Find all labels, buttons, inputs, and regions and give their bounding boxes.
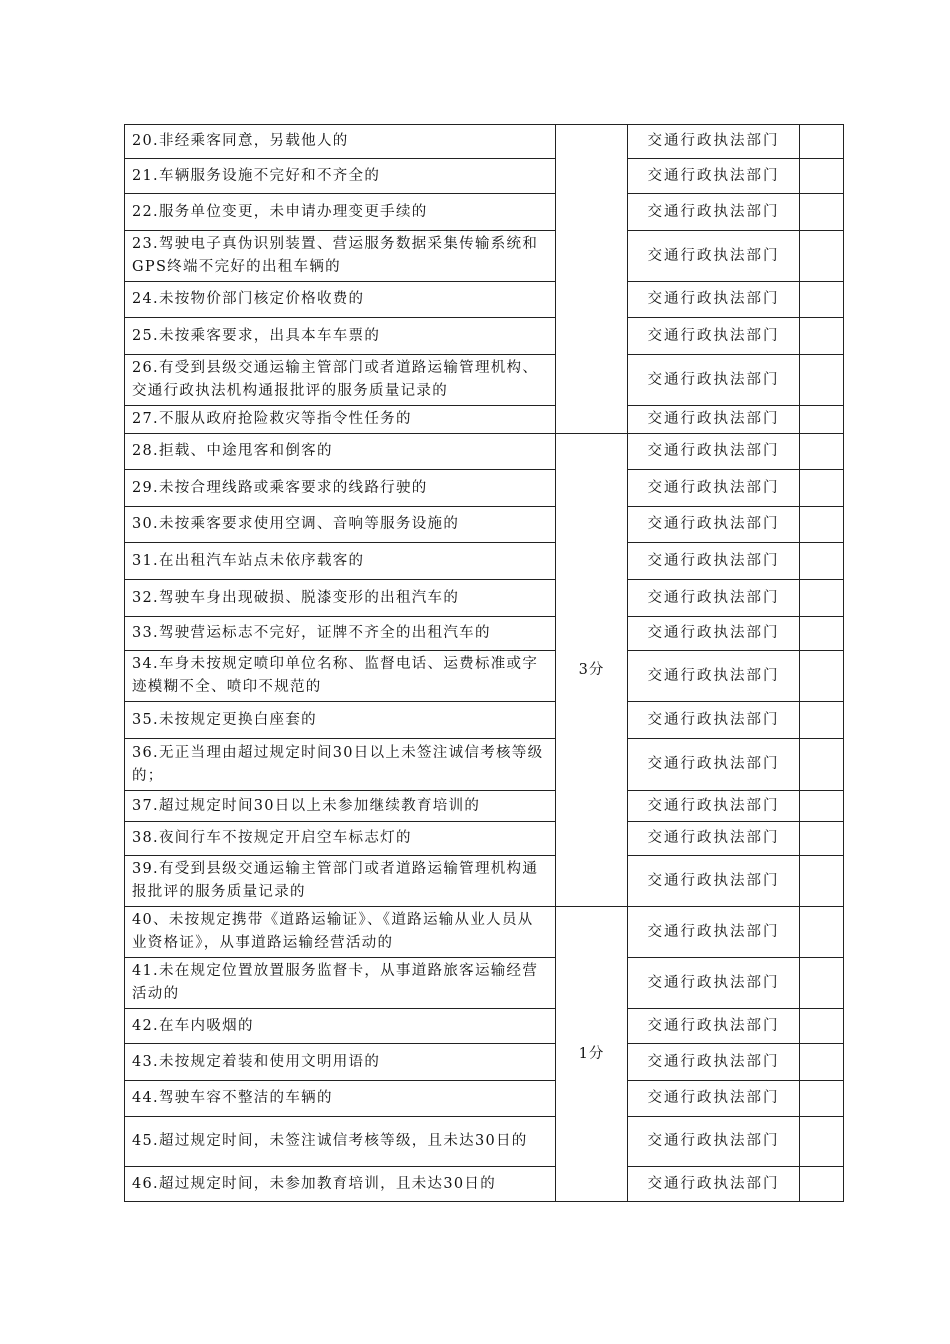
department-cell: 交通行政执法部门 [628, 1044, 800, 1081]
department-cell: 交通行政执法部门 [628, 282, 800, 318]
violation-item: 30.未按乘客要求使用空调、音响等服务设施的 [125, 507, 556, 543]
blank-cell [800, 1009, 844, 1044]
violation-item: 28.拒载、中途甩客和倒客的 [125, 434, 556, 470]
blank-cell [800, 434, 844, 470]
table-row [125, 617, 844, 651]
violation-item: 42.在车内吸烟的 [125, 1009, 556, 1044]
blank-cell [800, 1167, 844, 1202]
blank-cell [800, 318, 844, 355]
department-cell: 交通行政执法部门 [628, 907, 800, 958]
blank-cell [800, 125, 844, 159]
violation-item: 46.超过规定时间，未参加教育培训，且未达30日的 [125, 1167, 556, 1202]
table-row [125, 406, 844, 434]
violation-item: 34.车身未按规定喷印单位名称、监督电话、运费标准或字迹模糊不全、喷印不规范的 [125, 651, 556, 702]
blank-cell [800, 958, 844, 1009]
blank-cell [800, 617, 844, 651]
department-cell: 交通行政执法部门 [628, 543, 800, 580]
violation-item: 38.夜间行车不按规定开启空车标志灯的 [125, 822, 556, 856]
table-row [125, 958, 844, 1009]
blank-cell [800, 702, 844, 739]
score-cell: 1分 [556, 907, 628, 1202]
department-cell: 交通行政执法部门 [628, 580, 800, 617]
blank-cell [800, 543, 844, 580]
blank-cell [800, 355, 844, 406]
department-cell: 交通行政执法部门 [628, 507, 800, 543]
table-row [125, 856, 844, 907]
table-row [125, 791, 844, 822]
violation-item: 23.驾驶电子真伪识别装置、营运服务数据采集传输系统和GPS终端不完好的出租车辆的 [125, 231, 556, 282]
department-cell: 交通行政执法部门 [628, 231, 800, 282]
table-row [125, 907, 844, 958]
violation-item: 31.在出租汽车站点未依序载客的 [125, 543, 556, 580]
blank-cell [800, 406, 844, 434]
violation-item: 33.驾驶营运标志不完好，证牌不齐全的出租汽车的 [125, 617, 556, 651]
table-row [125, 470, 844, 507]
violation-item: 20.非经乘客同意，另载他人的 [125, 125, 556, 159]
department-cell: 交通行政执法部门 [628, 355, 800, 406]
department-cell: 交通行政执法部门 [628, 125, 800, 159]
table-row [125, 651, 844, 702]
violation-item: 26.有受到县级交通运输主管部门或者道路运输管理机构、交通行政执法机构通报批评的服务质量记录的 [125, 355, 556, 406]
table-row [125, 507, 844, 543]
department-cell: 交通行政执法部门 [628, 791, 800, 822]
blank-cell [800, 194, 844, 231]
table-row [125, 1044, 844, 1081]
department-cell: 交通行政执法部门 [628, 318, 800, 355]
score-cell: 3分 [556, 434, 628, 907]
department-cell: 交通行政执法部门 [628, 702, 800, 739]
table-row [125, 355, 844, 406]
blank-cell [800, 907, 844, 958]
blank-cell [800, 651, 844, 702]
table-row [125, 282, 844, 318]
table-row [125, 822, 844, 856]
violation-item: 40、未按规定携带《道路运输证》、《道路运输从业人员从业资格证》，从事道路运输经营活动的 [125, 907, 556, 958]
table-row [125, 318, 844, 355]
department-cell: 交通行政执法部门 [628, 470, 800, 507]
department-cell: 交通行政执法部门 [628, 159, 800, 194]
department-cell: 交通行政执法部门 [628, 1081, 800, 1117]
blank-cell [800, 1081, 844, 1117]
table-row [125, 543, 844, 580]
blank-cell [800, 822, 844, 856]
blank-cell [800, 470, 844, 507]
department-cell: 交通行政执法部门 [628, 406, 800, 434]
blank-cell [800, 739, 844, 791]
violation-item: 36.无正当理由超过规定时间30日以上未签注诚信考核等级的； [125, 739, 556, 791]
blank-cell [800, 791, 844, 822]
table-row [125, 580, 844, 617]
score-cell [556, 125, 628, 434]
department-cell: 交通行政执法部门 [628, 739, 800, 791]
department-cell: 交通行政执法部门 [628, 434, 800, 470]
table-row [125, 159, 844, 194]
penalty-table [124, 124, 844, 1202]
violation-item: 24.未按物价部门核定价格收费的 [125, 282, 556, 318]
violation-item: 41.未在规定位置放置服务监督卡，从事道路旅客运输经营活动的 [125, 958, 556, 1009]
table-row [125, 1117, 844, 1167]
blank-cell [800, 1044, 844, 1081]
department-cell: 交通行政执法部门 [628, 1167, 800, 1202]
blank-cell [800, 282, 844, 318]
department-cell: 交通行政执法部门 [628, 856, 800, 907]
violation-item: 22.服务单位变更，未申请办理变更手续的 [125, 194, 556, 231]
table-row [125, 125, 844, 159]
violation-item: 21.车辆服务设施不完好和不齐全的 [125, 159, 556, 194]
table-row [125, 231, 844, 282]
table-row [125, 194, 844, 231]
department-cell: 交通行政执法部门 [628, 194, 800, 231]
blank-cell [800, 159, 844, 194]
table-row [125, 1009, 844, 1044]
department-cell: 交通行政执法部门 [628, 651, 800, 702]
table-row [125, 1081, 844, 1117]
violation-item: 27.不服从政府抢险救灾等指令性任务的 [125, 406, 556, 434]
blank-cell [800, 231, 844, 282]
department-cell: 交通行政执法部门 [628, 617, 800, 651]
blank-cell [800, 1117, 844, 1167]
department-cell: 交通行政执法部门 [628, 1117, 800, 1167]
violation-item: 32.驾驶车身出现破损、脱漆变形的出租汽车的 [125, 580, 556, 617]
department-cell: 交通行政执法部门 [628, 1009, 800, 1044]
violation-item: 25.未按乘客要求，出具本车车票的 [125, 318, 556, 355]
blank-cell [800, 856, 844, 907]
violation-item: 37.超过规定时间30日以上未参加继续教育培训的 [125, 791, 556, 822]
violation-item: 43.未按规定着装和使用文明用语的 [125, 1044, 556, 1081]
table-row [125, 739, 844, 791]
table-row [125, 702, 844, 739]
violation-item: 29.未按合理线路或乘客要求的线路行驶的 [125, 470, 556, 507]
violation-item: 44.驾驶车容不整洁的车辆的 [125, 1081, 556, 1117]
blank-cell [800, 580, 844, 617]
department-cell: 交通行政执法部门 [628, 958, 800, 1009]
violation-item: 35.未按规定更换白座套的 [125, 702, 556, 739]
blank-cell [800, 507, 844, 543]
table-row [125, 1167, 844, 1202]
table-row [125, 434, 844, 470]
violation-item: 45.超过规定时间，未签注诚信考核等级，且未达30日的 [125, 1117, 556, 1167]
department-cell: 交通行政执法部门 [628, 822, 800, 856]
violation-item: 39.有受到县级交通运输主管部门或者道路运输管理机构通报批评的服务质量记录的 [125, 856, 556, 907]
